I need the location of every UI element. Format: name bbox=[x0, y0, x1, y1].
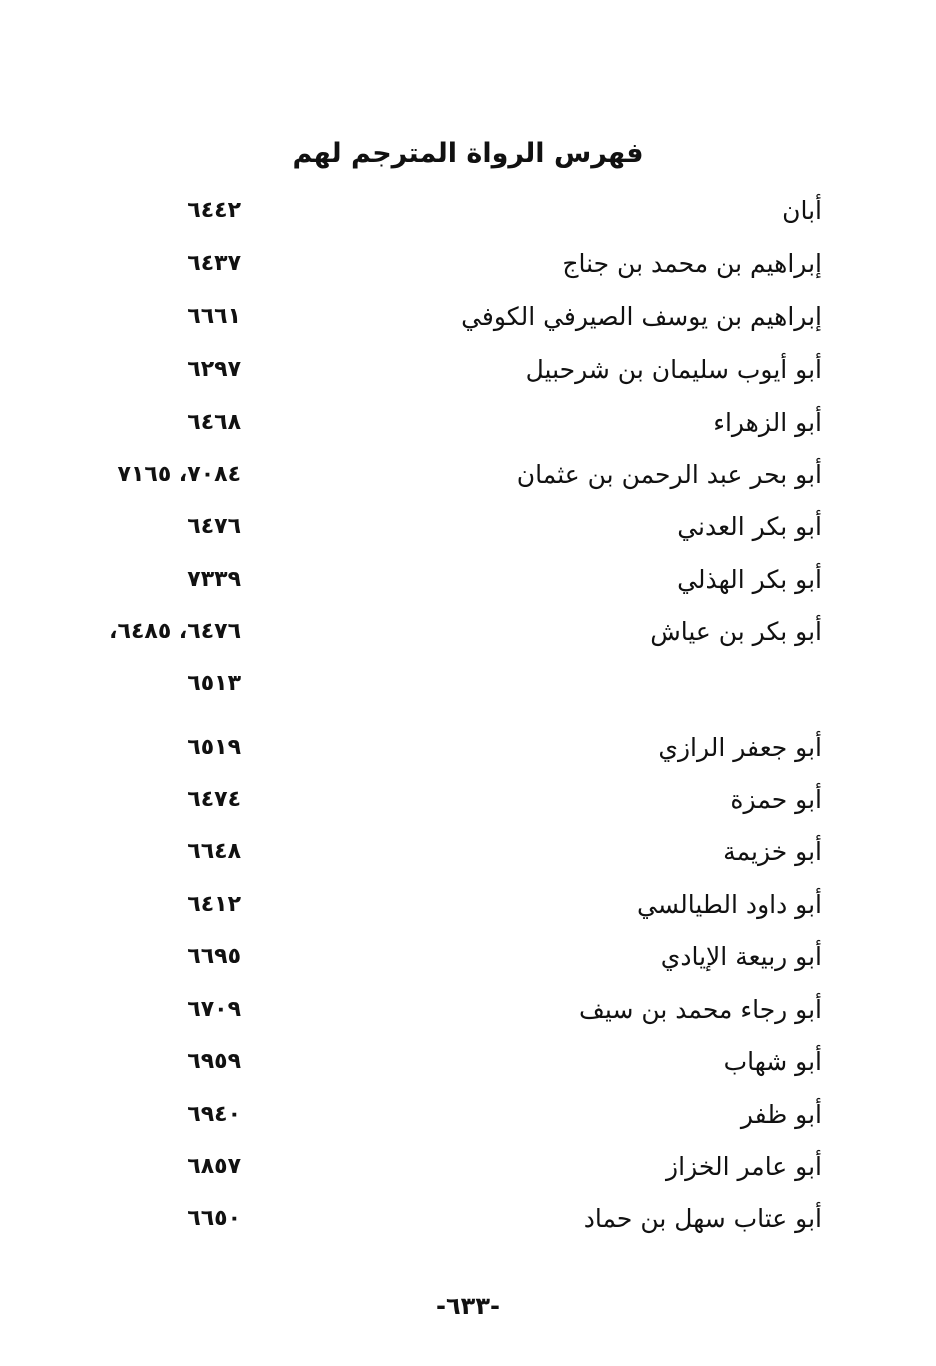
index-entry bbox=[0, 1095, 936, 1135]
narrator-name: إبراهيم بن محمد بن جناج bbox=[562, 249, 822, 278]
entry-numbers: ٧٣٣٩ bbox=[187, 567, 241, 592]
narrator-name: أبو جعفر الرازي bbox=[658, 733, 822, 762]
narrator-name: أبو ظفر bbox=[740, 1100, 822, 1129]
narrator-name: أبو رجاء محمد بن سيف bbox=[579, 995, 822, 1024]
index-entry bbox=[0, 455, 936, 495]
narrator-name: أبو أيوب سليمان بن شرحبيل bbox=[525, 355, 822, 384]
entry-numbers: ٦٦٥٠ bbox=[187, 1206, 241, 1231]
index-entry-continuation bbox=[0, 664, 936, 704]
index-title: فهرس الرواة المترجم لهم bbox=[292, 138, 644, 169]
narrator-name: أبو عتاب سهل بن حماد bbox=[583, 1204, 822, 1233]
narrator-name: إبراهيم بن يوسف الصيرفي الكوفي bbox=[461, 302, 822, 331]
entry-numbers: ٦٦٦١ bbox=[187, 304, 241, 329]
index-entry bbox=[0, 612, 936, 652]
entry-numbers: ٦٤٦٨ bbox=[187, 410, 241, 435]
entry-numbers: ٦٦٩٥ bbox=[187, 944, 241, 969]
entry-numbers: ٦٦٤٨ bbox=[187, 839, 241, 864]
narrator-name: أبو عامر الخزاز bbox=[666, 1152, 822, 1181]
narrator-name: أبو بكر الهذلي bbox=[677, 565, 822, 594]
narrator-name: أبو بكر العدني bbox=[677, 512, 822, 541]
narrator-name: أبان bbox=[782, 196, 822, 225]
index-entry bbox=[0, 403, 936, 443]
entry-numbers: ٦٤١٢ bbox=[187, 892, 241, 917]
index-entry bbox=[0, 728, 936, 768]
entry-numbers: ٦٤٧٦ bbox=[187, 514, 241, 539]
entry-numbers: ٧٠٨٤، ٧١٦٥ bbox=[117, 462, 241, 487]
entry-numbers: ٦٨٥٧ bbox=[187, 1154, 241, 1179]
narrator-name: أبو بحر عبد الرحمن بن عثمان bbox=[516, 460, 822, 489]
index-entry bbox=[0, 297, 936, 337]
index-entry bbox=[0, 1147, 936, 1187]
page-number: -٦٣٣- bbox=[436, 1292, 500, 1320]
entry-numbers: ٦٤٤٢ bbox=[187, 198, 241, 223]
narrator-name: أبو خزيمة bbox=[723, 837, 822, 866]
entry-numbers: ٦٩٥٩ bbox=[187, 1049, 241, 1074]
entry-numbers: ٦٥١٩ bbox=[187, 735, 241, 760]
narrator-name: أبو بكر بن عياش bbox=[650, 617, 822, 646]
entry-numbers: ٦٥١٣ bbox=[187, 671, 241, 696]
index-entry bbox=[0, 507, 936, 547]
entry-numbers: ٦٤٧٤ bbox=[187, 787, 241, 812]
entry-numbers: ٦٤٧٦، ٦٤٨٥، bbox=[109, 619, 241, 644]
narrator-name: أبو داود الطيالسي bbox=[637, 890, 822, 919]
narrator-name: أبو شهاب bbox=[723, 1047, 822, 1076]
index-entry bbox=[0, 832, 936, 872]
entry-numbers: ٦٤٣٧ bbox=[187, 251, 241, 276]
index-entry bbox=[0, 244, 936, 284]
index-entry bbox=[0, 780, 936, 820]
narrator-name: أبو حمزة bbox=[730, 785, 822, 814]
entry-numbers: ٦٢٩٧ bbox=[187, 357, 241, 382]
index-entry bbox=[0, 560, 936, 600]
index-entry bbox=[0, 937, 936, 977]
index-entry bbox=[0, 885, 936, 925]
index-entry bbox=[0, 1042, 936, 1082]
entry-numbers: ٦٧٠٩ bbox=[187, 997, 241, 1022]
narrator-name: أبو ربيعة الإيادي bbox=[660, 942, 822, 971]
index-entry bbox=[0, 350, 936, 390]
index-entry bbox=[0, 191, 936, 231]
index-entry bbox=[0, 990, 936, 1030]
index-entry bbox=[0, 1199, 936, 1239]
entry-numbers: ٦٩٤٠ bbox=[187, 1102, 241, 1127]
narrator-name: أبو الزهراء bbox=[713, 408, 822, 437]
